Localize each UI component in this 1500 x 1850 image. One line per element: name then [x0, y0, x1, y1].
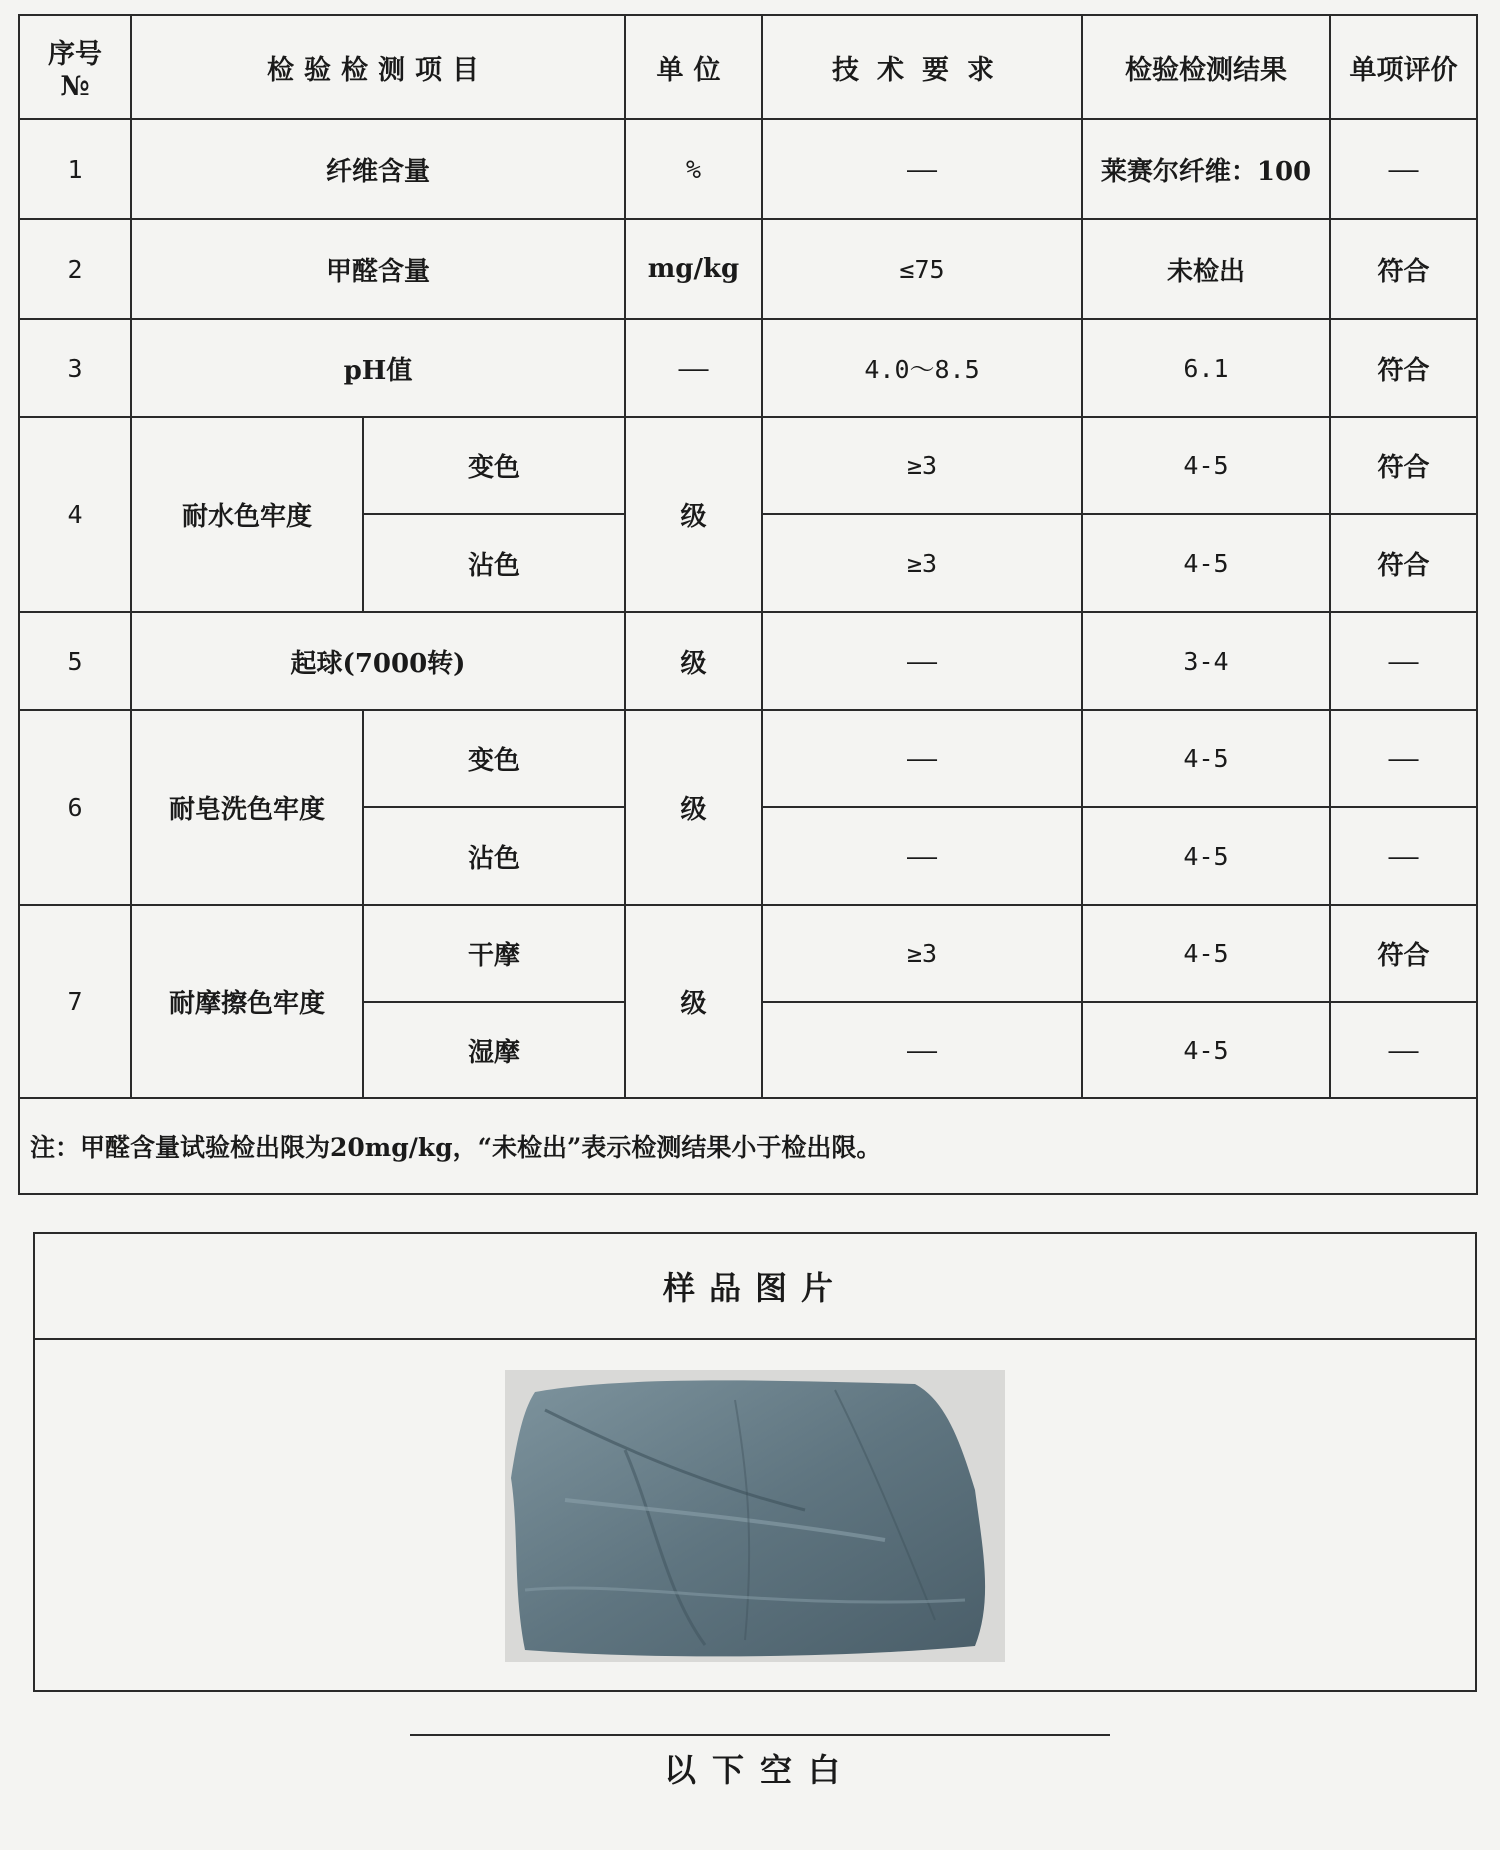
row-subitem: 沾色	[363, 514, 625, 612]
table-row	[19, 119, 1477, 219]
row-no: 5	[19, 612, 131, 710]
row-result: 4-5	[1082, 1002, 1330, 1098]
row-unit: 级	[625, 905, 762, 1098]
row-result: 未检出	[1082, 219, 1330, 319]
row-result: 4-5	[1082, 710, 1330, 807]
row-evaluation: 符合	[1330, 514, 1477, 612]
row-result: 6.1	[1082, 319, 1330, 417]
row-subitem: 湿摩	[363, 1002, 625, 1098]
row-requirement: ≥3	[762, 514, 1082, 612]
row-requirement: ——	[762, 807, 1082, 905]
table-row	[19, 612, 1477, 710]
row-requirement: 4.0～8.5	[762, 319, 1082, 417]
note-row	[19, 1098, 1477, 1194]
row-item: 耐皂洗色牢度	[131, 710, 363, 905]
row-item: pH值	[131, 319, 625, 417]
row-no: 7	[19, 905, 131, 1098]
row-item: 耐水色牢度	[131, 417, 363, 612]
header-evaluation: 单项评价	[1330, 15, 1477, 119]
header-unit: 单位	[625, 15, 762, 119]
sample-picture-title: 样品图片	[35, 1234, 1475, 1340]
row-evaluation: ——	[1330, 612, 1477, 710]
footnote: 注：甲醛含量试验检出限为20mg/kg，“未检出”表示检测结果小于检出限。	[19, 1098, 1477, 1194]
row-item: 起球(7000转)	[131, 612, 625, 710]
row-unit: mg/kg	[625, 219, 762, 319]
row-item: 甲醛含量	[131, 219, 625, 319]
test-results-table	[18, 14, 1478, 1195]
row-evaluation: ——	[1330, 119, 1477, 219]
row-evaluation: ——	[1330, 710, 1477, 807]
row-evaluation: ——	[1330, 807, 1477, 905]
row-subitem: 变色	[363, 710, 625, 807]
row-result: 莱赛尔纤维：100	[1082, 119, 1330, 219]
table-row	[19, 319, 1477, 417]
header-requirement: 技术要求	[762, 15, 1082, 119]
table-row	[19, 417, 1477, 514]
row-result: 4-5	[1082, 417, 1330, 514]
row-subitem: 沾色	[363, 807, 625, 905]
row-subitem: 变色	[363, 417, 625, 514]
table-row	[19, 905, 1477, 1002]
row-no: 3	[19, 319, 131, 417]
row-unit: 级	[625, 710, 762, 905]
sample-photo	[505, 1370, 1005, 1662]
row-requirement: ——	[762, 710, 1082, 807]
row-result: 4-5	[1082, 807, 1330, 905]
table-row	[19, 710, 1477, 807]
sample-picture-section	[33, 1232, 1477, 1692]
row-requirement: ——	[762, 1002, 1082, 1098]
table-row	[19, 219, 1477, 319]
row-requirement: ≥3	[762, 417, 1082, 514]
row-evaluation: 符合	[1330, 417, 1477, 514]
header-item: 检验检测项目	[131, 15, 625, 119]
header-no-label: 序号	[48, 39, 102, 70]
row-requirement: ——	[762, 612, 1082, 710]
header-no	[19, 15, 131, 119]
header-no-symbol: №	[60, 71, 90, 102]
footer-blank-below: 以下空白	[663, 1751, 856, 1789]
row-no: 1	[19, 119, 131, 219]
header-result: 检验检测结果	[1082, 15, 1330, 119]
row-item: 耐摩擦色牢度	[131, 905, 363, 1098]
row-subitem: 干摩	[363, 905, 625, 1002]
row-result: 4-5	[1082, 514, 1330, 612]
row-unit: 级	[625, 612, 762, 710]
footer-divider	[410, 1734, 1110, 1736]
row-no: 6	[19, 710, 131, 905]
header-row	[19, 15, 1477, 119]
row-result: 4-5	[1082, 905, 1330, 1002]
row-no: 4	[19, 417, 131, 612]
row-evaluation: 符合	[1330, 319, 1477, 417]
row-requirement: ≤75	[762, 219, 1082, 319]
row-unit: %	[625, 119, 762, 219]
row-requirement: ——	[762, 119, 1082, 219]
row-evaluation: 符合	[1330, 905, 1477, 1002]
row-unit: 级	[625, 417, 762, 612]
row-requirement: ≥3	[762, 905, 1082, 1002]
row-result: 3-4	[1082, 612, 1330, 710]
row-item: 纤维含量	[131, 119, 625, 219]
row-evaluation: 符合	[1330, 219, 1477, 319]
row-no: 2	[19, 219, 131, 319]
row-unit: ——	[625, 319, 762, 417]
row-evaluation: ——	[1330, 1002, 1477, 1098]
